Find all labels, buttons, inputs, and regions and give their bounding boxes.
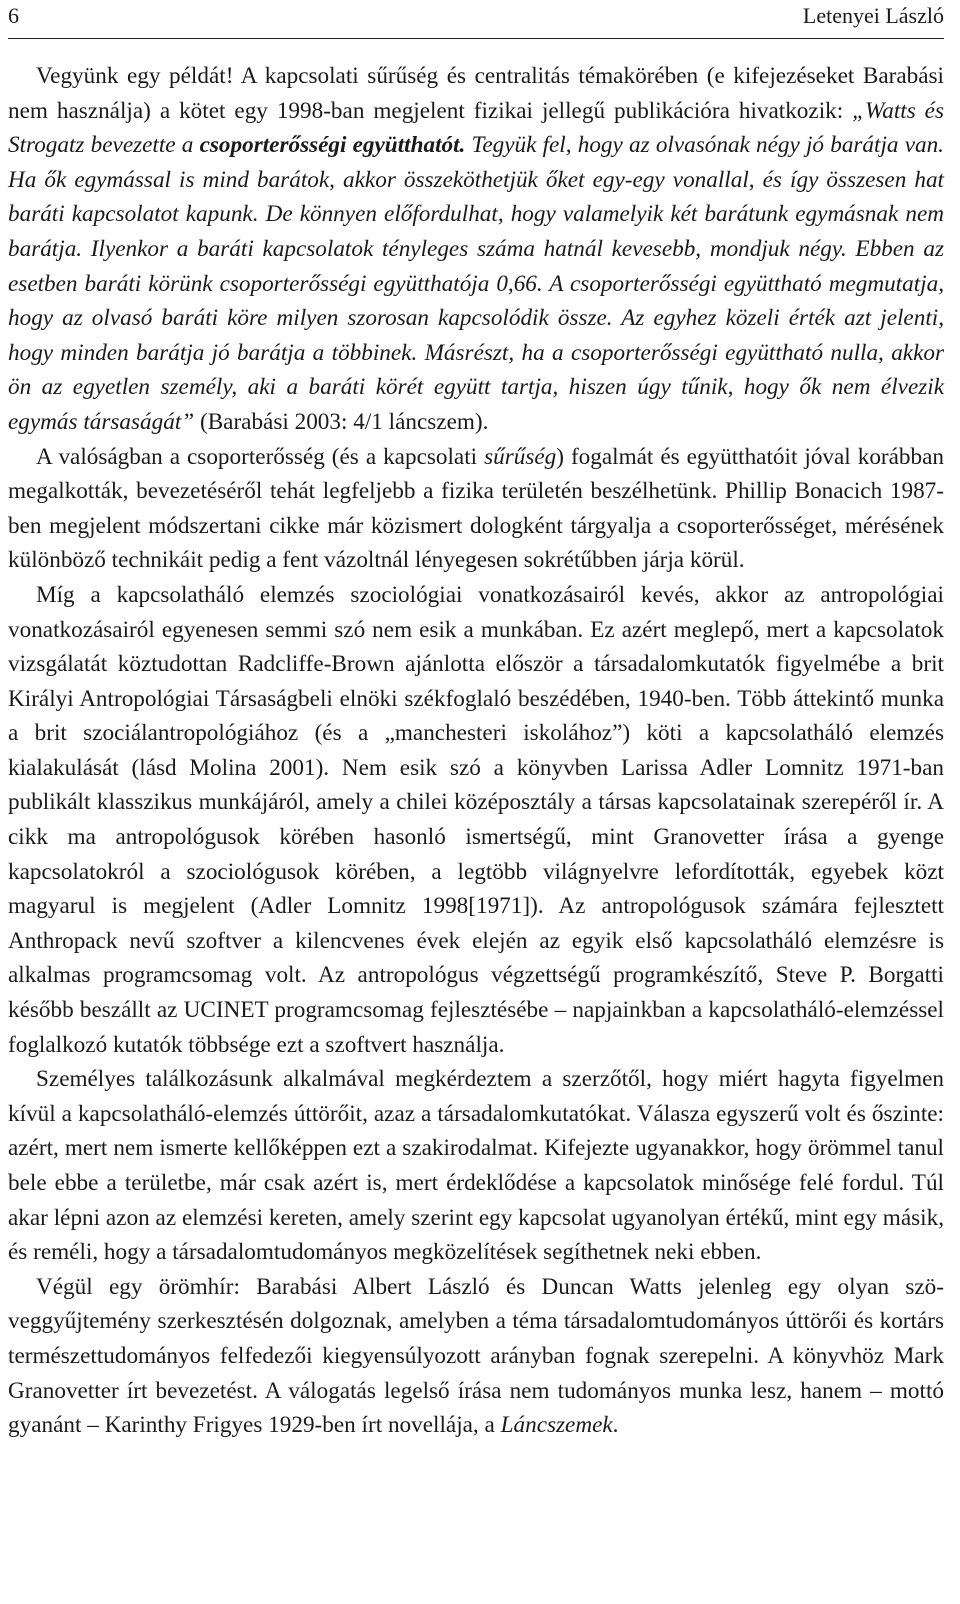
p1-intro: Vegyünk egy példát! A kapcsolati sűrűség és centralitás témakörében (e kifejezéseket Barabási nem használja) a kötet egy 1998-ban megjelent fizikai jellegű publikációra hivatkozik:: [8, 63, 944, 124]
body-text: [8, 39, 944, 1443]
p2-part-1: A valóságban a csoporterősség (és a kapcsolati: [36, 443, 485, 470]
p5-title: Láncszemek: [500, 1412, 613, 1439]
paragraph-2: [8, 440, 944, 578]
paragraph-5: [8, 1270, 944, 1443]
p2-term: sűrűség: [484, 443, 557, 470]
p1-quote-term: csoporterősségi együtthatót.: [199, 132, 466, 159]
running-header: [8, 0, 944, 39]
page-number: 6: [8, 3, 19, 28]
p1-quote-start: „Watts és Strogatz bevezette a: [8, 97, 944, 159]
p5-part-1: Végül egy örömhír: Barabási Albert László és Duncan Watts jelenleg egy olyan szöveggyűjtemény szerkesztésén dolgoznak, amelyben a téma társadalomtudományos úttörői és kortárs természettudományos felfedezői kiegyensúlyozott arányban fognak szerepelni. A könyvhöz Mark Granovetter írt bevezetést. A válogatás legelső írása nem tudományos munka lesz, hanem – mottó gyanánt – Karinthy Frigyes 1929-ben írt novellája, a: [8, 1273, 944, 1439]
p2-part-2: ) fogalmát és együtthatóit jóval korábban megalkották, bevezetéséről tehát legfeljebb a fizika területén beszélhetünk. Phillip Bonacich 1987-ben megjelent módszertani cikke már közismert dologként tárgyalja a csoporterősséget, mérésének különböző technikáit pedig a fent vázoltnál lényegesen sokrétűbben járja körül.: [8, 443, 944, 574]
paragraph-3: Míg a kapcsolatháló elemzés szociológiai vonatkozásairól kevés, akkor az antropológiai vonatkozásairól egyenesen semmi szó nem esik a munkában. Ez azért meglepő, mert a kapcsolatok vizsgálatát köztudottan Radcliffe-Brown ajánlotta először a társadalomkutatók figyelmébe a brit Királyi Antropológiai Társaságbeli elnöki székfoglaló beszédében, 1940-ben. Több áttekintő munka a brit szociálantropológiához (és a „manchesteri iskolához”) köti a kapcsolatháló elemzés kialakulását (lásd Molina 2001). Nem esik szó a könyvben Larissa Adler Lomnitz 1971-ban publikált klasszikus munkájáról, amely a chilei középosztály a társas kapcsolatainak szerepéről ír. A cikk ma antropológusok körében hasonló ismertségű, mint Granovetter írása a gyenge kapcsolatokról a szociológusok körében, a legtöbb világnyelvre lefordították, egyebek közt magyarul is megjelent (Adler Lomnitz 1998[1971]). Az antropológusok számára fejlesztett Anthropack nevű szoftver a kilencvenes évek elején az egyik első kapcsolatháló elemzésre is alkalmas programcsomag volt. Az antropológus végzettségű programkészítő, Steve P. Borgatti később beszállt az UCINET programcsomag fejlesztésébe – napjainkban a kapcsolatháló-elemzéssel foglalkozó kutatók többsége ezt a szoftvert használja.: [8, 581, 944, 1058]
running-author: Letenyei László: [802, 3, 944, 28]
p5-end: .: [612, 1412, 619, 1439]
p1-citation: (Barabási 2003: 4/1 láncszem).: [194, 408, 489, 435]
paragraph-4: Személyes találkozásunk alkalmával megkérdeztem a szerzőtől, hogy miért hagyta figyelmen kívül a kapcsolatháló-elemzés úttörőit, azaz a társadalomkutatókat. Válasza egyszerű volt és őszinte: azért, mert nem ismerte kellőképpen ezt a szakirodalmat. Kifejezte ugyanakkor, hogy örömmel tanul bele ebbe a területbe, már csak azért is, mert érdeklődése a kapcsolatok minősége felé fordul. Túl akar lépni azon az elemzési kereten, amely szerint egy kapcsolat ugyanolyan értékű, mint egy másik, és reméli, hogy a társadalomtudományos megközelítések segíthetnek neki ebben.: [8, 1066, 944, 1266]
paragraph-1: [8, 59, 944, 440]
p1-quote-rest: Tegyük fel, hogy az olvasónak négy jó barátja van. Ha ők egymással is mind barátok, akkor összeköthetjük őket egy-egy vonallal, és így összesen hat baráti kapcsolatot kapunk. De könnyen előfordulhat, hogy valamelyik két barátunk egymásnak nem barátja. Ilyenkor a baráti kapcsolatok tényleges száma hatnál kevesebb, mondjuk négy. Ebben az esetben baráti körünk csoporterősségi együtthatója 0,66. A csoporterősségi együttható megmutatja, hogy az olvasó baráti köre milyen szorosan kapcsolódik össze. Az egyhez közeli érték azt jelenti, hogy minden barátja jó barátja a többinek. Másrészt, ha a csoporterősségi együttható nulla, akkor ön az egyetlen személy, aki a baráti körét együtt tartja, hiszen úgy tűnik, hogy ők nem élvezik egymás társaságát”: [8, 132, 944, 435]
document-page: [8, 0, 944, 1443]
